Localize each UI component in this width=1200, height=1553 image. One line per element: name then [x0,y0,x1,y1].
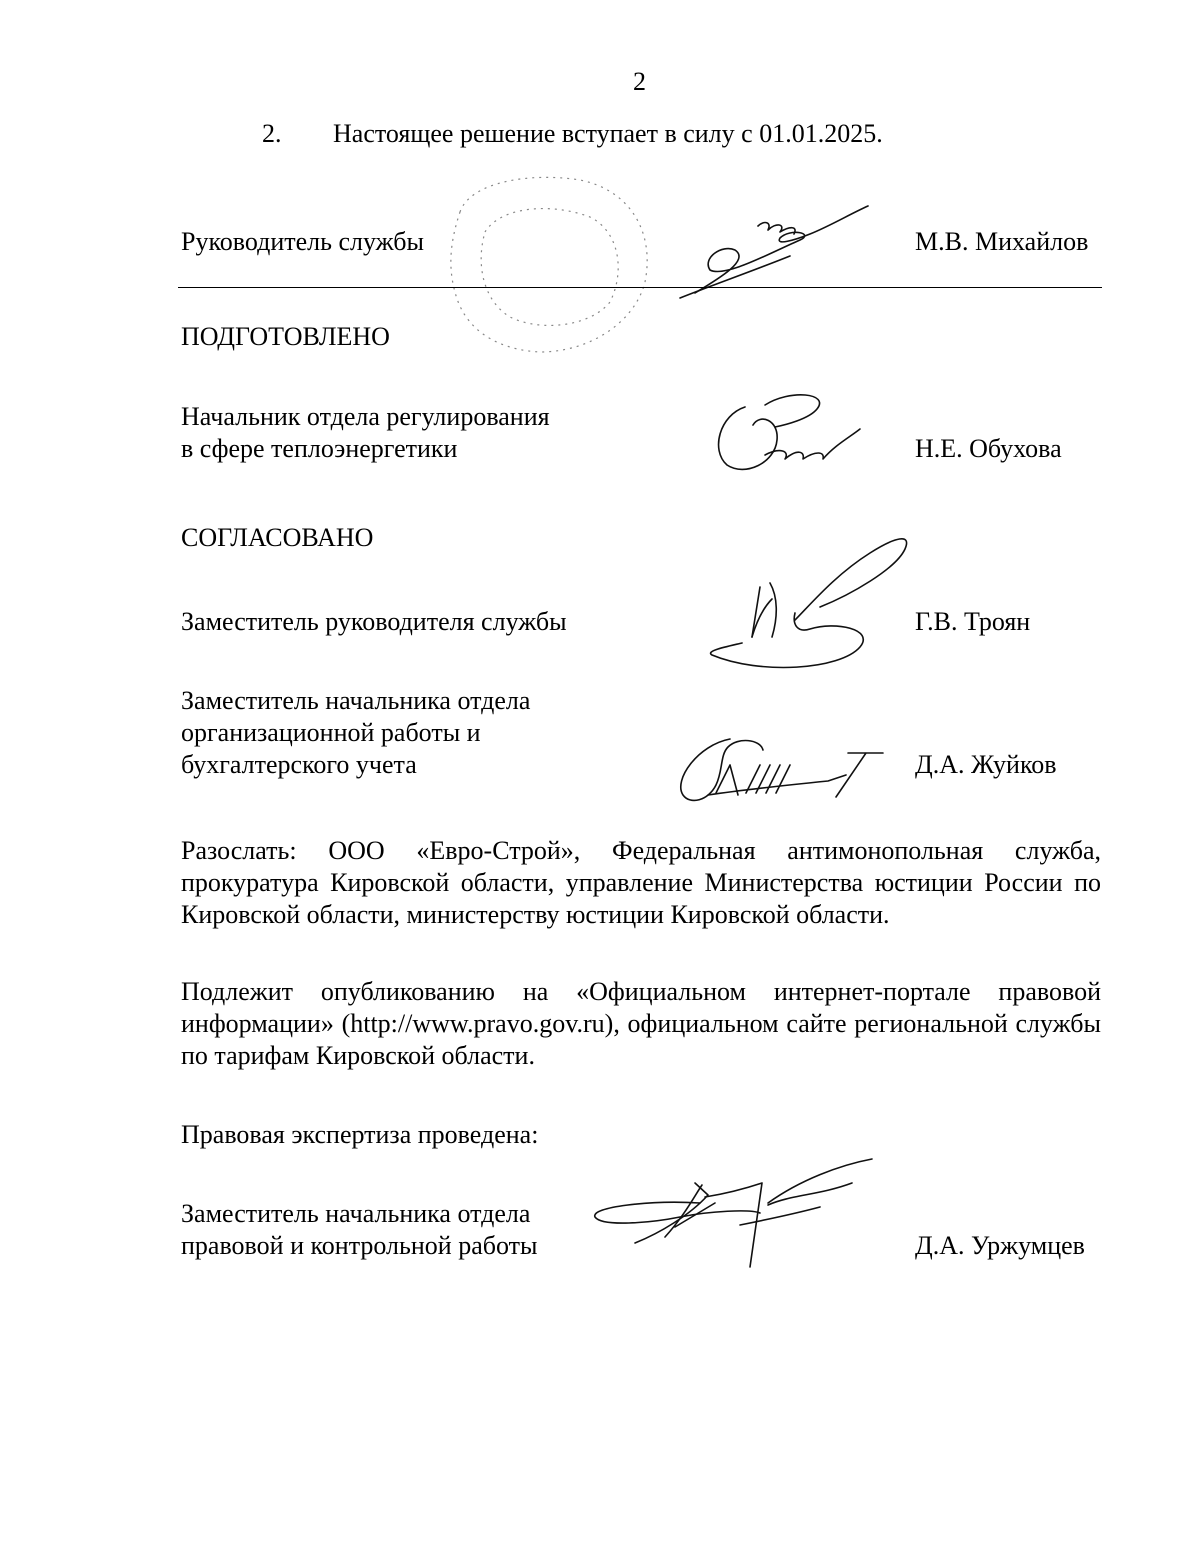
signature-deputy-head [700,525,915,680]
clause-number: 2. [262,119,282,148]
legal-position-line1: Заместитель начальника отдела [181,1199,531,1228]
stamp-seal [440,172,665,357]
deputy-dept-position-line3: бухгалтерского учета [181,750,417,779]
head-name: М.В. Михайлов [915,227,1089,256]
deputy-dept-name: Д.А. Жуйков [915,750,1057,779]
prepared-heading: ПОДГОТОВЛЕНО [181,322,390,351]
prepared-position-line2: в сфере теплоэнергетики [181,434,458,463]
clause-text: Настоящее решение вступает в силу с 01.01.2025. [333,119,883,148]
prepared-position-line1: Начальник отдела регулирования [181,402,550,431]
page-number: 2 [633,67,646,96]
publication-text: Подлежит опубликованию на «Официальном интернет-портале правовой информации» (http://www.pravo.gov.ru), официальном сайте региональной службы по тарифам Кировской области. [181,977,1101,1070]
signature-legal [590,1155,880,1270]
prepared-name: Н.Е. Обухова [915,434,1062,463]
signature-head [640,198,880,308]
agreed-heading: СОГЛАСОВАНО [181,523,374,552]
deputy-dept-position-line2: организационной работы и [181,718,481,747]
distribution-text: Разослать: ООО «Евро-Строй», Федеральная антимонопольная служба, прокуратура Кировской области, управление Министерства юстиции России по Кировской области, министерству юстиции Кировской области. [181,836,1101,929]
legal-name: Д.А. Уржумцев [915,1231,1085,1260]
signature-prepared [705,385,870,485]
deputy-head-name: Г.В. Троян [915,607,1031,636]
head-position: Руководитель службы [181,227,424,256]
deputy-dept-position-line1: Заместитель начальника отдела [181,686,531,715]
legal-heading: Правовая экспертиза проведена: [181,1120,539,1149]
deputy-head-position: Заместитель руководителя службы [181,607,567,636]
signature-divider [178,287,1102,288]
signature-deputy-dept [668,725,893,810]
legal-position-line2: правовой и контрольной работы [181,1231,538,1260]
